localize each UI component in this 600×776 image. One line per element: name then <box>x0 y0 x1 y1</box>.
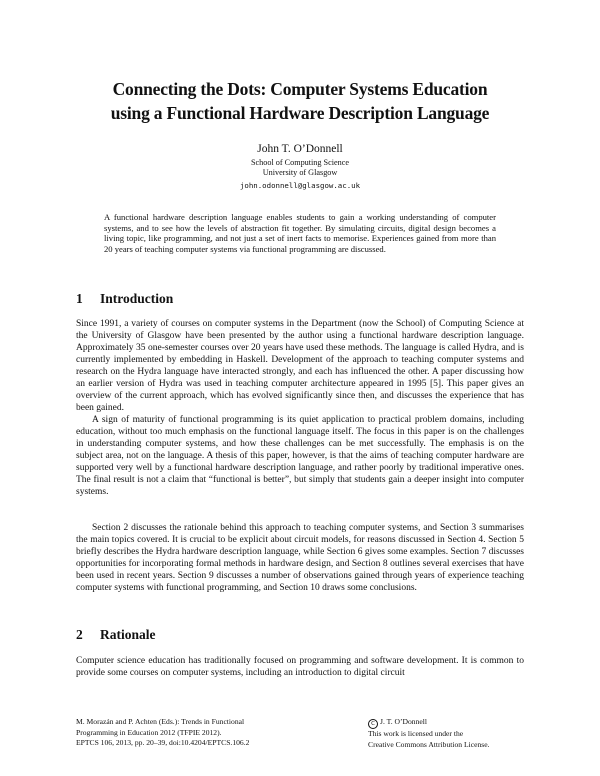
copyright-line <box>368 717 528 729</box>
title-line-2: using a Functional Hardware Description Language <box>110 103 490 123</box>
publication-line-2: Programming in Education 2012 (TFPIE 2012). <box>76 727 222 737</box>
section-title: Introduction <box>100 291 174 306</box>
intro-paragraph-3: Section 2 discusses the rationale behind this approach to teaching computer systems, and Section 3 summarises the main topics covered. It is crucial to be explicit about circuit models, for reasons discussed in Section 4. Section 5 briefly describes the Hydra hardware description language, while Section 6 gives some examples. Section 7 discusses opportunities for incorporating formal methods in hardware design, and Section 8 outlines several exercises that have been used in recent years. Section 9 discusses a number of observations gained through years of experience teaching computer systems with functional programming, and Section 10 draws some conclusions. <box>76 523 524 594</box>
copyright-holder: J. T. O’Donnell <box>380 717 427 726</box>
intro-paragraph-2: A sign of maturity of functional programming is its quiet application to practical problem domains, including education, without too much emphasis on the functional language itself. The focus in this paper is on the challenges in understanding computer systems, and how these challenges can be met successfully. The emphasis is on the subject area, not on the language. A thesis of this paper, however, is that the aims of teaching computer hardware are supported very well by a functional hardware description language, and rather poorly by traditional imperative ones. The final result is not a claim that “functional is better”, but simply that students gain a deeper insight into computer systems. <box>76 415 524 498</box>
publication-line-3: EPTCS 106, 2013, pp. 20–39, doi:10.4204/EPTCS.106.2 <box>76 738 250 747</box>
paper-title <box>60 77 540 125</box>
section-heading-rationale <box>76 627 156 643</box>
title-line-1: Connecting the Dots: Computer Systems Education <box>112 79 488 99</box>
license-line-2[interactable]: Creative Commons Attribution License. <box>368 739 490 749</box>
publication-info <box>76 717 306 749</box>
section-number: 1 <box>76 291 83 306</box>
affiliation-line-1: School of Computing Science <box>250 158 349 167</box>
section-heading-introduction <box>76 291 173 307</box>
rationale-paragraph-1: Computer science education has traditionally focused on programming and software development. It is common to provide some courses on computer systems, including an introduction to digital circuit <box>76 656 524 679</box>
publication-line-1: M. Morazán and P. Achten (Eds.): Trends in Functional <box>76 717 245 726</box>
copyright-icon: C <box>368 719 378 729</box>
license-info <box>368 717 528 750</box>
affiliation-line-2: University of Glasgow <box>262 168 338 177</box>
author-affiliation <box>0 158 600 178</box>
license-line-1: This work is licensed under the <box>368 729 464 738</box>
section-number: 2 <box>76 627 83 642</box>
intro-paragraph-1: Since 1991, a variety of courses on computer systems in the Department (now the School) of Computing Science at the University of Glasgow have been presented by the author using a functional hardware description language. Approximately 35 one-semester courses over 20 years have used these methods. The language is called Hydra, and is currently implemented by embedding in Haskell. Development of the approach to teaching computer systems and research on the Hydra language have interacted strongly, and each has influenced the other. A paper discussing how an earlier version of Hydra was used in teaching computer architecture appeared in 1995 [5]. This paper gives an overview of the current approach, which has evolved significantly since then, and discusses the experience that has been gained. <box>76 319 524 414</box>
abstract: A functional hardware description language enables students to gain a working understanding of computer systems, and to see how the levels of abstraction fit together. By simulating circuits, digital design becomes a living topic, like programming, and not just a set of inert facts to memorise. Experiences gained from more than 20 years of teaching computer systems via functional programming are discussed. <box>104 212 496 254</box>
section-title: Rationale <box>100 627 156 642</box>
author-email[interactable]: john.odonnell@glasgow.ac.uk <box>239 181 361 190</box>
author-name: John T. O’Donnell <box>257 143 343 155</box>
